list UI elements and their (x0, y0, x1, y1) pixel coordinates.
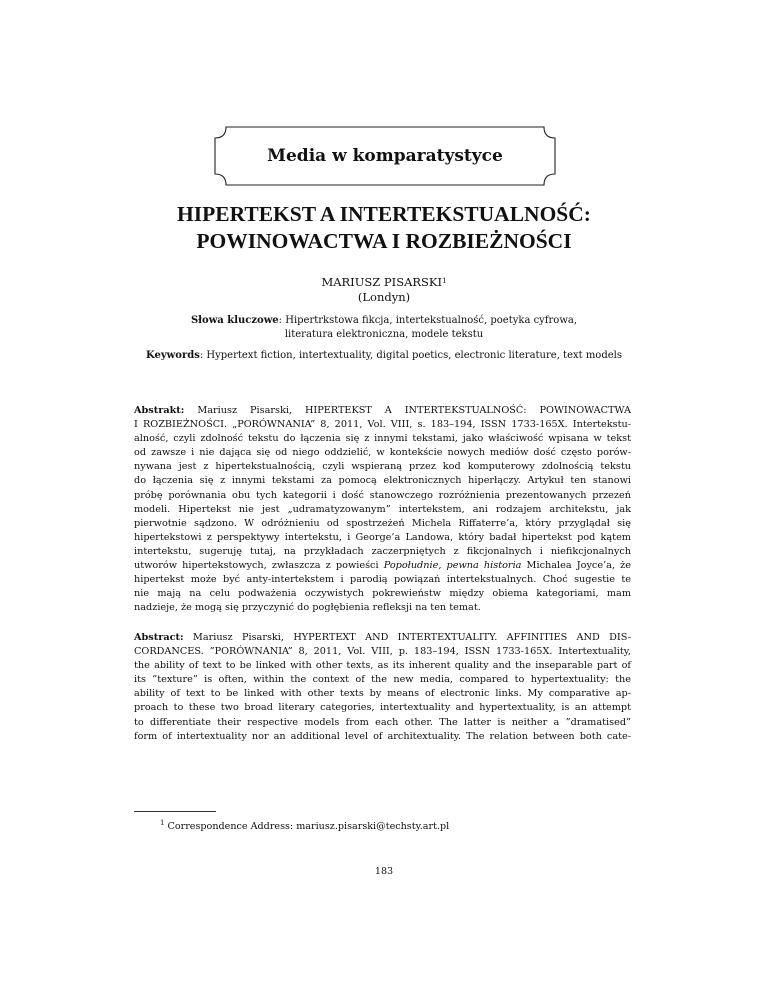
abstract-english (134, 631, 631, 744)
section-header-frame (214, 126, 556, 186)
footnote-text: Correspondence Address: mariusz.pisarski@techsty.art.pl (164, 821, 450, 833)
abstract-pl-line: Abstrakt: Mariusz Pisarski, HIPERTEKST A INTERTEKSTUALNOŚĆ: POWINOWACTWA (134, 405, 631, 416)
abstract-pl-line: hipertekstowi z perspektywy intertekstu, i George’a Landowa, który badał hipertekst pod kątem (134, 531, 631, 543)
author-location: (Londyn) (357, 290, 411, 304)
abstract-pl-line: pierwotnie sądzono. W odróżnieniu od spostrzeżeń Michela Riffaterre’a, który przyglądał się (134, 517, 631, 529)
keywords-pl-line1: : Hipertrkstowa fikcja, intertekstualność, poetyka cyfrowa, (278, 315, 578, 326)
abstract-pl-line: nie mają na celu podważenia oczywistych pokrewieństw między obiema kategoriami, mam (134, 588, 631, 600)
abstract-pl-line: od zawsze i nie dająca się od niego oddzielić, w kontekście nowych mediów dość często porów- (134, 447, 631, 459)
footnote (160, 817, 449, 833)
abstract-en-line: form of intertextuality nor an additional level of architextuality. The relation between both cate- (134, 730, 631, 742)
article-title-line1: HIPERTEKST A INTERTEKSTUALNOŚĆ: (177, 202, 591, 226)
abstract-pl-line: intertekstu, sugeruję tutaj, na przykładach zaczerpniętych z fikcjonalnych i niefikcjonalnych (134, 545, 631, 557)
abstract-pl-label: Abstrakt: (134, 405, 185, 416)
footnote-mark: 1 (160, 819, 165, 827)
abstract-pl-line: utworów hipertekstowych, zwłaszcza z powieści Popołudnie, pewna historia Michalea Joyce’a, że (134, 560, 631, 572)
abstract-pl-line: modeli. Hipertekst nie jest „udramatyzowanym” intertekstem, ani rodzajem architekstu, jak (134, 503, 631, 515)
italic-work-title: Popołudnie, pewna historia (383, 560, 522, 572)
page-number: 183 (374, 866, 394, 877)
abstract-pl-line: alność, czyli zdolność tekstu do łączenia się z innymi tekstami, jako właściwość wpisana w tekst (134, 433, 631, 445)
abstract-polish (134, 404, 631, 615)
abstract-pl-line: nywana jest z hipertekstualnością, czyli wspieraną przez kod komputerowy zdolnością tekstu (134, 461, 631, 473)
keywords-pl-line2: literatura elektroniczna, modele tekstu (284, 329, 484, 340)
keywords-en-label: Keywords (146, 350, 200, 361)
keywords-polish (0, 314, 768, 342)
author-footnote-mark[interactable]: 1 (442, 277, 447, 285)
author-name (0, 275, 768, 290)
abstract-en-line: the ability of text to be linked with other texts, as its inherent quality and the inseparable part of (134, 660, 631, 672)
abstract-en-label: Abstract: (134, 632, 184, 643)
abstract-en-line: CORDANCES. ”PORÓWNANIA” 8, 2011, Vol. VIII, p. 183–194, ISSN 1733-165X. Intertextuality, (134, 646, 631, 658)
article-title-line2: POWINOWACTWA I ROZBIEŻNOŚCI (196, 229, 572, 253)
abstract-en-line: Abstract: Mariusz Pisarski, HYPERTEXT AND INTERTEXTUALITY. AFFINITIES AND DIS- (134, 632, 631, 643)
keywords-pl-label: Słowa kluczowe (190, 315, 279, 326)
abstract-pl-line: hipertekst może być anty-intertekstem i parodią powiązań intertekstualnych. Choć sugestie te (134, 574, 631, 586)
abstract-pl-line: do łączenia się z innymi tekstami za pomocą elektronicznych hiperłączy. Artykuł ten stanowi (134, 475, 631, 487)
section-title: Media w komparatystyce (267, 146, 503, 166)
abstract-en-line: to differentiate their respective models from each other. The latter is neither a ”dramatised” (134, 716, 631, 728)
abstract-pl-line: I ROZBIEŻNOŚCI. „PORÓWNANIA” 8, 2011, Vol. VIII, s. 183–194, ISSN 1733-165X. Intertekstu- (134, 419, 631, 431)
abstract-en-line: ability of text to be linked with other texts by means of electronic links. My comparative ap- (134, 688, 631, 700)
footnote-divider (134, 811, 216, 812)
abstract-en-line: proach to these two broad literary categories, intertextuality and hypertextuality, is an attempt (134, 702, 631, 714)
abstract-en-line: its ”texture” is often, within the context of the new media, compared to hypertextuality: the (134, 674, 631, 686)
abstract-pl-line: nadzieje, że mogą się przyczynić do pogłębienia refleksji na ten temat. (134, 602, 481, 614)
keywords-english (0, 349, 768, 363)
keywords-en-text: : Hypertext fiction, intertextuality, digital poetics, electronic literature, text models (199, 350, 622, 361)
author-text: MARIUSZ PISARSKI (321, 275, 443, 289)
article-title (0, 201, 768, 255)
abstract-pl-line: próbę porównania obu tych kategorii i dość stanowczego rozróżnienia prezentowanych przezeń (134, 489, 631, 501)
